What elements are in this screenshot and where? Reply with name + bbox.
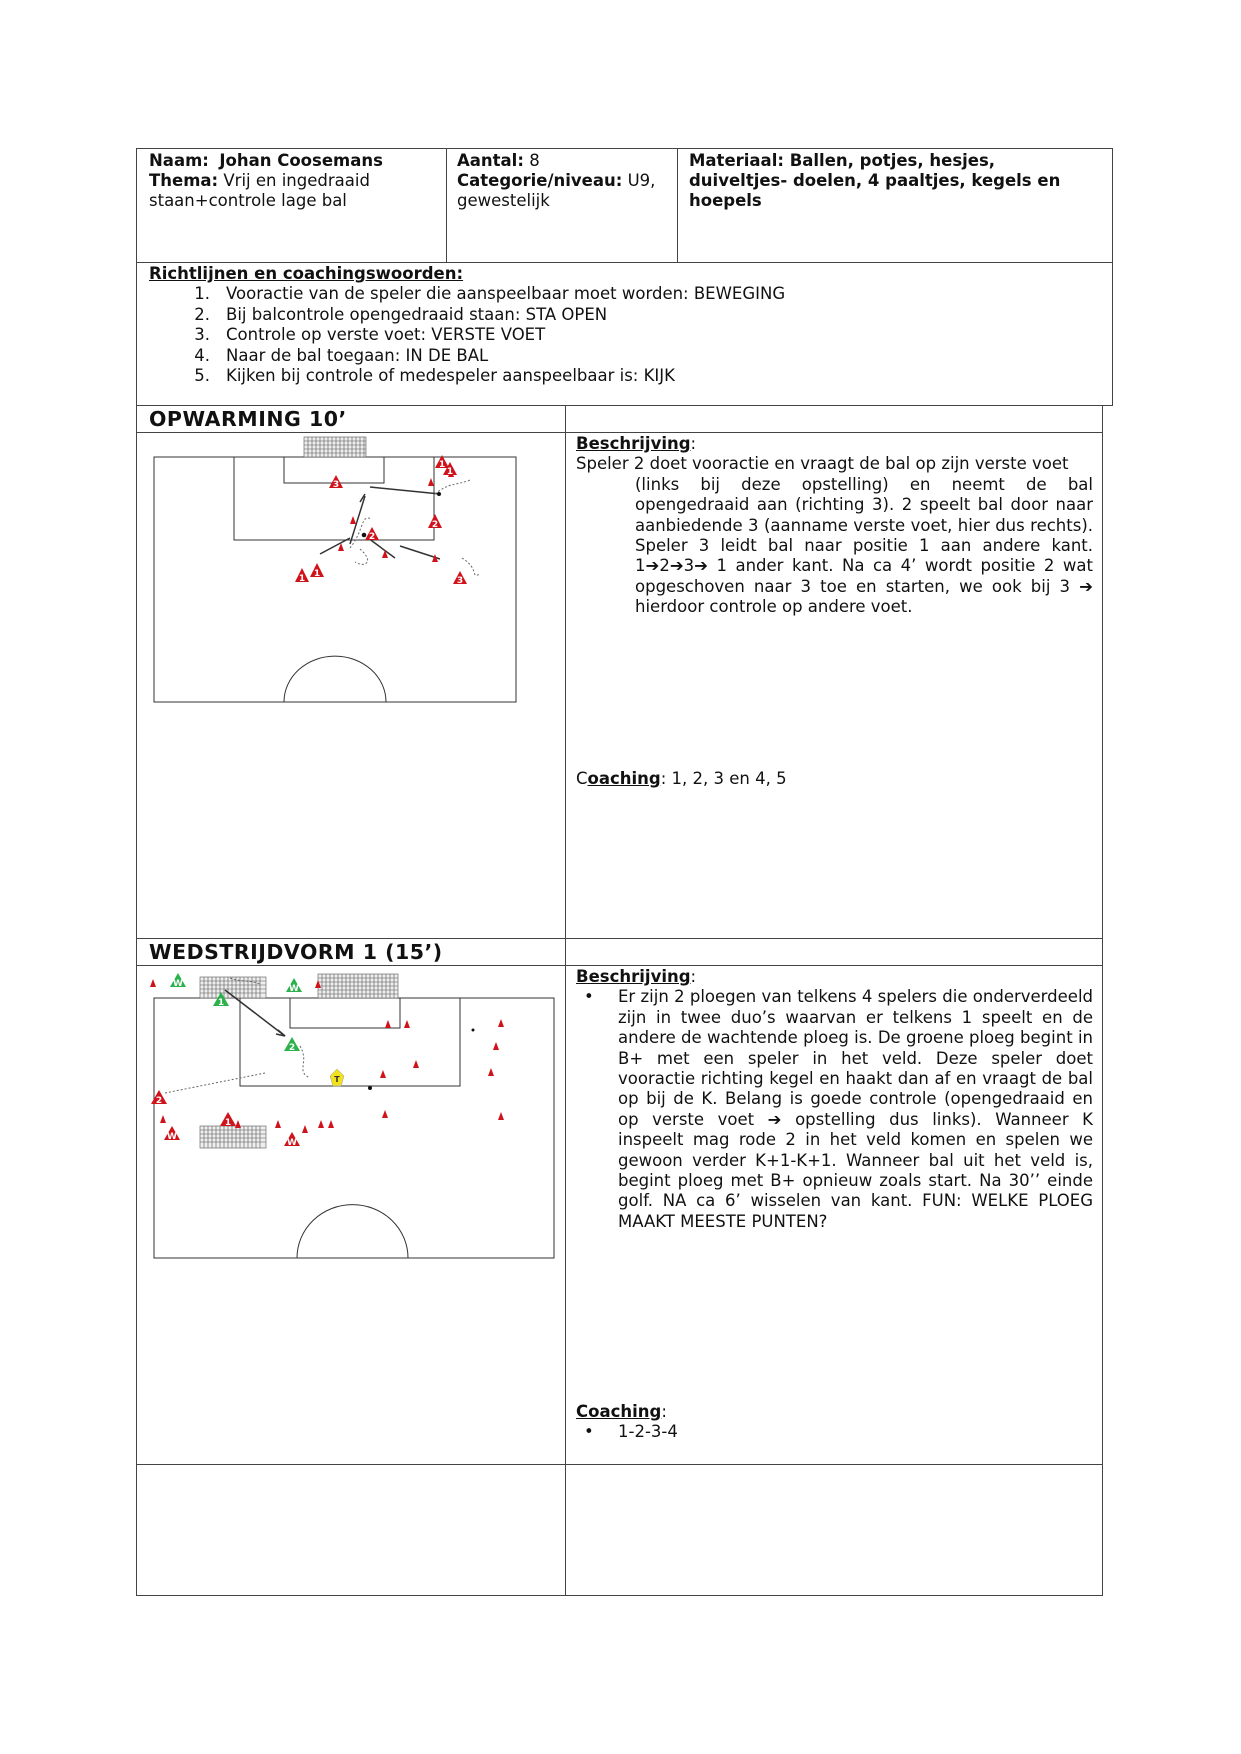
opwarming-players — [295, 455, 467, 586]
categorie-value-2: gewestelijk — [457, 191, 550, 210]
svg-text:3: 3 — [332, 480, 340, 490]
desc-colon-2: : — [690, 967, 697, 986]
svg-text:2: 2 — [155, 1096, 163, 1106]
guideline-number: 5. — [194, 366, 210, 385]
section2-coaching — [576, 1402, 1093, 1443]
desc-text-2: Er zijn 2 ploegen van telkens 4 spelers die onderverdeeld zijn in twee duo’s waarvan er telkens 1 speelt en de andere de wachtende ploeg is. De groene ploeg begint in B+ met een speler in het veld. Deze speler doet vooractie richting kegel en haakt dan af en vraagt de bal op bij de K. Belang is goede controle (opengedraaid en op verste voet ➔ opstelling dus links). Wanneer K inspeelt mag rode 2 in het veld komen en spelen we gewoon verder K+1-K+1. Wanneer bal uit het veld is, begint ploeg met B+ opnieuw zoals start. Na 30’’ einde golf. NA ca 6’ wisselen van kant. FUN: WELKE PLOEG MAAKT MEESTE PUNTEN? — [618, 987, 1093, 1231]
guideline-number: 2. — [194, 304, 210, 324]
guideline-number: 4. — [194, 345, 210, 365]
coaching-value: : 1, 2, 3 en 4, 5 — [660, 769, 787, 788]
svg-text:3: 3 — [456, 576, 464, 586]
guidelines-list — [148, 284, 1098, 387]
thema-value-2: staan+controle lage bal — [149, 191, 347, 210]
aantal-value: 8 — [529, 151, 540, 170]
opwarming-diagram — [150, 434, 522, 708]
coaching-label: oaching — [587, 769, 661, 788]
guideline-item — [148, 366, 1098, 387]
guidelines-title: Richtlijnen en coachingswoorden: — [149, 264, 464, 283]
thema-label: Thema: — [149, 171, 219, 190]
guideline-text: Bij balcontrole opengedraaid staan: STA OPEN — [226, 304, 608, 324]
desc-colon: : — [690, 434, 697, 453]
section1-coaching — [576, 769, 787, 788]
header-aantal-categorie — [457, 151, 655, 211]
guideline-item — [148, 346, 1098, 367]
materiaal-line-3: hoepels — [689, 191, 762, 210]
categorie-value: U9, — [627, 171, 656, 190]
svg-text:W: W — [173, 979, 183, 989]
coaching-colon-2: : — [661, 1402, 667, 1421]
guideline-item — [148, 284, 1098, 305]
svg-text:T: T — [334, 1075, 340, 1084]
guideline-text: Naar de bal toegaan: IN DE BAL — [226, 345, 489, 365]
categorie-label: Categorie/niveau: — [457, 171, 623, 190]
guideline-text: Kijken bij controle of medespeler aanspeelbaar is: KIJK — [226, 366, 675, 385]
desc-label: Beschrijving — [576, 434, 691, 453]
guideline-number: 1. — [194, 284, 210, 303]
svg-text:1: 1 — [224, 1118, 232, 1128]
wedstrijdvorm-diagram — [150, 968, 560, 1268]
section-title-wedstrijdvorm: WEDSTRIJDVORM 1 (15’) — [149, 940, 443, 964]
thema-value: Vrij en ingedraaid — [223, 171, 370, 190]
header-materiaal — [689, 151, 1060, 211]
naam-value: Johan Coosemans — [219, 151, 383, 170]
desc-rest: (links bij deze opstelling) en neemt de bal opengedraaid aan (richting 3). 2 speelt bal door naar aanbiedende 3 (aanname verste voet, hier dus rechts). Speler 3 leidt bal naar positie 1 aan andere kant. 1➔2➔3➔ 1 ander kant. Na ca 4’ wordt positie 2 wat opgeschoven naar 3 toe en starten, we ook bij 3 ➔ hierdoor controle op andere voet. — [635, 474, 1093, 617]
coaching-item-2: 1-2-3-4 — [618, 1422, 678, 1442]
guideline-number: 3. — [194, 325, 210, 344]
svg-text:2: 2 — [368, 532, 376, 542]
svg-text:1: 1 — [298, 574, 306, 584]
svg-text:1: 1 — [438, 460, 446, 470]
header-name-thema — [149, 151, 383, 211]
desc-line-1: Speler 2 doet vooractie en vraagt de bal op zijn verste voet — [576, 454, 1069, 474]
svg-text:1: 1 — [313, 569, 321, 579]
bullet-dot: • — [584, 987, 594, 1007]
section1-description — [576, 434, 1093, 618]
desc-bullet-item — [576, 987, 1093, 1232]
materiaal-line-2: duiveltjes- doelen, 4 paaltjes, kegels en — [689, 171, 1061, 190]
svg-text:1: 1 — [446, 467, 454, 477]
bullet-dot-2: • — [584, 1422, 594, 1442]
aantal-label: Aantal: — [457, 151, 524, 170]
section-title-opwarming: OPWARMING 10’ — [149, 407, 347, 431]
svg-text:W: W — [289, 984, 299, 994]
wedstrijd-players — [151, 973, 344, 1148]
guideline-item — [148, 325, 1098, 346]
svg-text:2: 2 — [431, 520, 439, 530]
materiaal-line-1: Materiaal: Ballen, potjes, hesjes, — [689, 151, 996, 170]
coaching-c: C — [576, 769, 588, 788]
guideline-text: Controle op verste voet: VERSTE VOET — [226, 325, 546, 344]
desc-label-2: Beschrijving — [576, 967, 691, 986]
section2-description — [576, 967, 1093, 1232]
svg-text:W: W — [287, 1138, 297, 1148]
svg-text:2: 2 — [288, 1043, 296, 1053]
goal-net — [304, 437, 366, 457]
cones-2 — [150, 979, 504, 1133]
naam-label: Naam: — [149, 151, 209, 170]
svg-text:1: 1 — [217, 998, 225, 1008]
guideline-item — [148, 305, 1098, 326]
coaching-bullet-item — [576, 1422, 1093, 1442]
coaching-label-2: Coaching — [576, 1402, 662, 1421]
svg-text:W: W — [167, 1132, 177, 1142]
guideline-text: Vooractie van de speler die aanspeelbaar moet worden: BEWEGING — [226, 284, 786, 303]
